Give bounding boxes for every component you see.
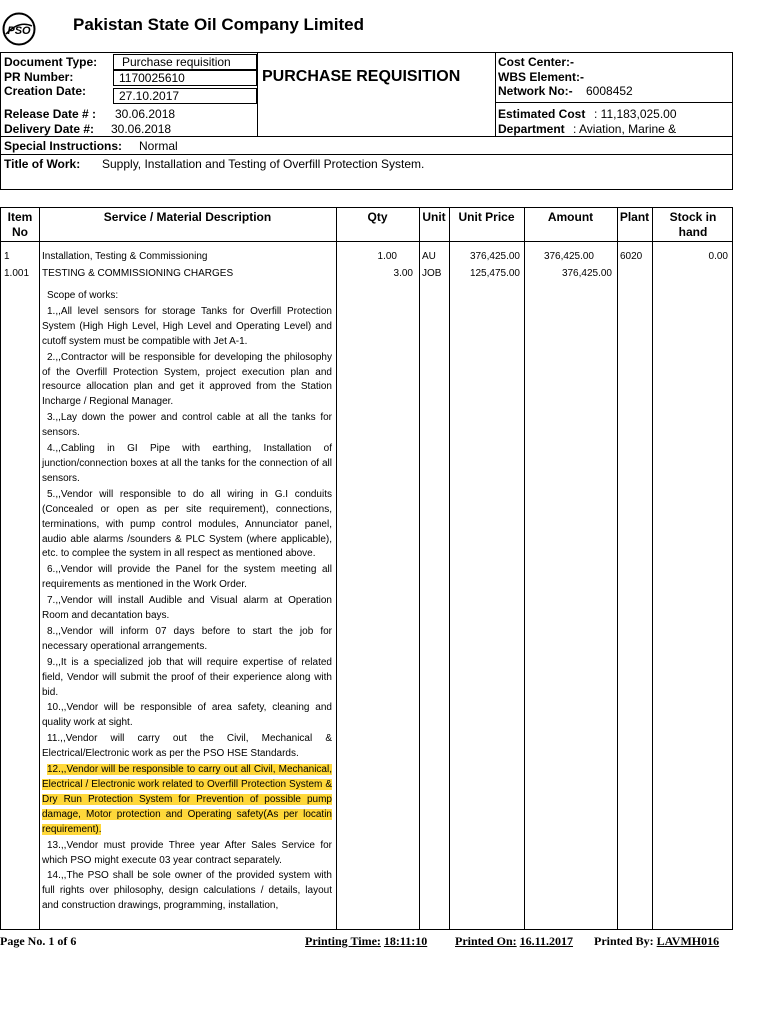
row1-unit-price: 376,425.00 xyxy=(469,251,520,262)
estimated-cost-value: : 11,183,025.00 xyxy=(594,107,677,121)
scope-item-8: 8.,,Vendor will inform 07 days before to start the job for necessary operational arrangements. xyxy=(42,625,332,652)
row2-amount: 376,425.00 xyxy=(561,268,612,279)
scope-item-2: 2.,,Contractor will be responsible for developing the philosophy of the Overfill Protection System, project execution plan and resource allocation plan and get it approved from the Station Incharge / Regional Manager. xyxy=(42,351,332,408)
document-title: PURCHASE REQUISITION xyxy=(262,68,461,85)
row2-unit: JOB xyxy=(422,268,442,279)
row1-plant: 6020 xyxy=(620,251,643,262)
scope-item-14: 14.,,The PSO shall be sole owner of the provided system with full rights over philosophy, design calculations / details, layout and construction drawings, programming, installation, xyxy=(42,870,332,912)
printed-on: Printed On: 16.11.2017 xyxy=(455,934,574,948)
pr-number-label: PR Number: xyxy=(4,70,74,84)
scope-item-1: 1.,,All level sensors for storage Tanks for Overfill Protection System (High High Level, High Level and Operating Level) and cutoff system must be compatible with Jet A-1. xyxy=(42,305,332,347)
row1-qty: 1.00 xyxy=(377,251,397,262)
logo-text: PSO xyxy=(7,25,31,37)
row2-item: 1.001 xyxy=(4,268,30,279)
scope-heading: Scope of works: xyxy=(47,290,119,301)
printed-by: Printed By: LAVMH016 xyxy=(594,934,720,948)
col-desc-header: Service / Material Description xyxy=(103,210,272,224)
department-label: Department xyxy=(498,122,565,136)
title-of-work-label: Title of Work: xyxy=(4,157,81,171)
scope-item-13: 13.,,Vendor must provide Three year After Sales Service for which PSO might execute 03 year contract separately. xyxy=(42,839,332,866)
scope-item-6: 6.,,Vendor will provide the Panel for the system meeting all requirements as mentioned in the Work Order. xyxy=(42,564,332,591)
network-value: 6008452 xyxy=(586,84,633,98)
release-date-label: Release Date # : xyxy=(4,107,97,121)
scope-item-12-highlighted: 12.,,Vendor will be responsible to carry out all Civil, Mechanical, Electrical / Electronic work related to Overfill Protection System & Dry Run Protection System for Prevention of possible pump damage, Motor protection and Operating safety(As per locatin requirement). xyxy=(42,764,332,835)
col-unit-price-header: Unit Price xyxy=(458,210,515,224)
delivery-date-value: 30.06.2018 xyxy=(111,122,172,136)
delivery-date-label: Delivery Date #: xyxy=(4,122,95,136)
pr-number-value: 1170025610 xyxy=(113,70,257,86)
scope-item-4: 4.,,Cabling in GI Pipe with earthing, Installation of junction/connection boxes at all the tanks for the connection of all sensors. xyxy=(42,443,332,484)
creation-date-value: 27.10.2017 xyxy=(113,88,257,104)
printing-time: Printing Time: 18:11:10 xyxy=(305,934,428,948)
col-item-header: Item No xyxy=(7,210,33,239)
company-name: Pakistan State Oil Company Limited xyxy=(73,15,364,34)
col-plant-header: Plant xyxy=(619,210,650,224)
scope-item-7: 7.,,Vendor will install Audible and Visual alarm at Operation Room and decantation bays. xyxy=(42,595,332,622)
special-instructions-value: Normal xyxy=(139,139,178,153)
row2-desc: TESTING & COMMISSIONING CHARGES xyxy=(42,268,234,279)
cost-center-label: Cost Center:- xyxy=(498,55,575,69)
page-number: Page No. 1 of 6 xyxy=(0,934,77,948)
row1-amount: 376,425.00 xyxy=(543,251,594,262)
special-instructions-label: Special Instructions: xyxy=(4,139,123,153)
creation-date-label: Creation Date: xyxy=(4,84,87,98)
special-instructions-box xyxy=(0,137,733,190)
doc-type-label: Document Type: xyxy=(4,55,98,69)
row1-item: 1 xyxy=(4,251,10,262)
scope-item-10: 10.,,Vendor will be responsible of area safety, cleaning and quality work at sight. xyxy=(42,702,332,729)
col-amount-header: Amount xyxy=(547,210,594,224)
scope-of-works xyxy=(42,289,332,914)
header-box xyxy=(0,52,733,137)
doc-type-value: Purchase requisition xyxy=(113,54,257,70)
scope-item-3: 3.,,Lay down the power and control cable at all the tanks for sensors. xyxy=(42,412,332,439)
row2-qty: 3.00 xyxy=(393,268,413,279)
scope-item-11: 11.,,Vendor will carry out the Civil, Mechanical & Electrical/Electronic work as per the PSO HSE Standards. xyxy=(42,733,332,760)
department-value: : Aviation, Marine & xyxy=(573,122,677,136)
col-unit-header: Unit xyxy=(422,210,446,224)
release-date-value: 30.06.2018 xyxy=(115,107,176,121)
row1-desc: Installation, Testing & Commissioning xyxy=(42,251,208,262)
row1-unit: AU xyxy=(422,251,436,262)
estimated-cost-label: Estimated Cost xyxy=(498,107,586,121)
title-of-work-value: Supply, Installation and Testing of Overfill Protection System. xyxy=(102,157,425,171)
col-stock-header: Stock in hand xyxy=(669,210,717,239)
row1-stock: 0.00 xyxy=(708,251,728,262)
col-qty-header: Qty xyxy=(367,210,388,224)
wbs-label: WBS Element:- xyxy=(498,70,585,84)
pso-logo xyxy=(2,12,36,46)
scope-item-5: 5.,,Vendor will responsible to do all wiring in G.I conduits (Concealed or open as per site requirement), connections, terminations, with pump control modules, Annunciator panel, audio able alarms /sounders & PLC System (where applicable), etc. to complee the system in all respect as mentioned above. xyxy=(42,488,332,560)
network-label: Network No:- xyxy=(498,84,573,98)
row2-unit-price: 125,475.00 xyxy=(469,268,520,279)
scope-item-9: 9.,,It is a specialized job that will require expertise of related field, Vendor will submit the proof of their experience along with bid. xyxy=(42,656,332,698)
